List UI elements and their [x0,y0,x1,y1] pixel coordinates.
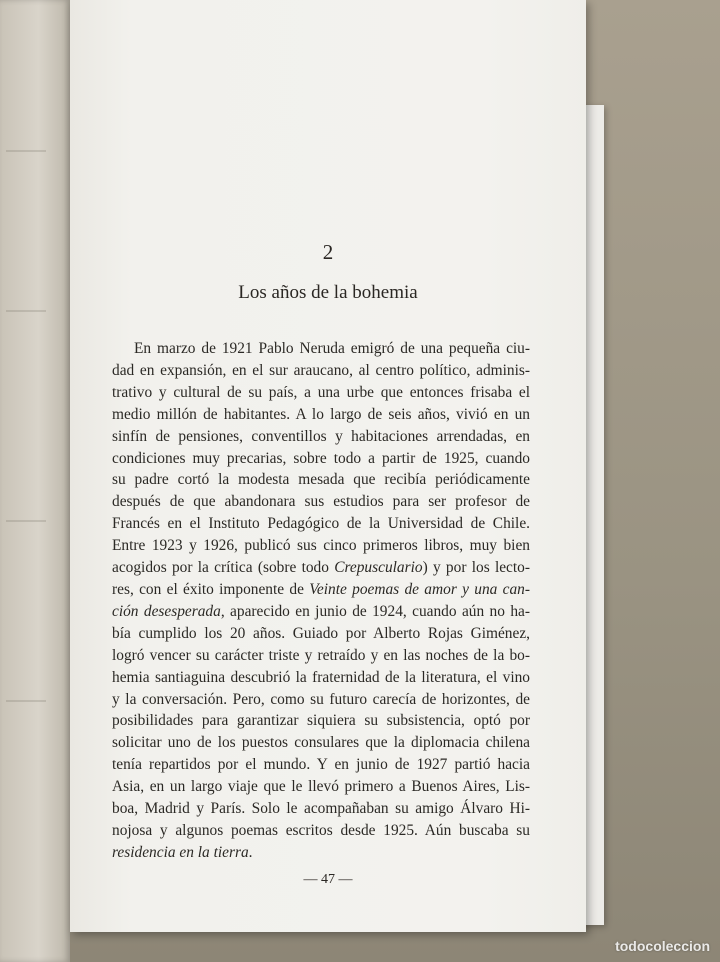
text-run: posibilidades para garantizar siquiera su subsistencia, optó por [112,712,530,730]
text-run: nojosa y algunos poemas escritos desde 1925. Aún buscaba su [112,821,530,839]
text-run: res, con el éxito imponente de [112,580,310,598]
text-line [112,776,530,798]
text-run: ) y por los lecto- [422,559,530,577]
text-line [112,426,530,448]
text-run: medio millón de habitantes. A lo largo de seis años, vivió en un [112,405,530,423]
book-page [70,0,586,932]
text-run: . [248,843,253,861]
text-run: tenía repartidos por el mundo. Y en junio de 1927 partió hacia [112,756,530,774]
text-line [112,535,530,557]
text-line [112,469,530,491]
text-run: acogidos por la crítica (sobre todo [112,559,335,577]
text-run: , aparecido en junio de 1924, cuando aún no ha- [220,602,530,620]
text-run: bía cumplido los 20 años. Guiado por Alberto Rojas Giménez, [112,624,530,642]
facing-page-text-shadow [6,520,46,522]
chapter-paragraph [112,338,530,864]
text-line [112,382,530,404]
watermark-logo: todocoleccion [615,938,710,954]
facing-page [0,0,70,962]
text-line [112,404,530,426]
text-run: condiciones muy precarias, sobre todo a partir de 1925, cuando [112,449,530,467]
text-run: boa, Madrid y París. Solo le acompañaban su amigo Álvaro Hi- [112,800,530,818]
italic-title-text: Veinte poemas de amor y una can- [309,580,530,598]
text-line [112,360,530,382]
text-line [112,579,530,601]
text-line [112,667,530,689]
italic-title-text: ción desesperada [112,602,221,620]
text-run: Entre 1923 y 1926, publicó sus cinco primeros libros, muy bien [112,537,530,555]
chapter-number: 2 [322,240,334,264]
text-line [112,448,530,470]
text-line [112,798,530,820]
text-line [112,732,530,754]
text-line [112,623,530,645]
text-run: En marzo de 1921 Pablo Neruda emigró de una pequeña ciu- [134,340,530,357]
text-run: Asia, en un largo viaje que le llevó primero a Buenos Aires, Lis- [112,778,530,796]
text-line [112,842,530,864]
text-line [112,491,530,513]
text-line [112,754,530,776]
text-run: trativo y cultural de su país, a una urbe que entonces frisaba el [112,383,530,401]
text-line [112,338,530,360]
text-run: sinfín de pensiones, conventillos y habitaciones arrendadas, en [112,427,530,445]
text-line [112,820,530,842]
text-run: solicitar uno de los puestos consulares que la diplomacia chilena [112,734,530,752]
text-run: hemia santiaguina descubrió la fraternidad de la literatura, el vino [112,668,530,686]
text-line [112,513,530,535]
page-number: — 47 — [303,872,353,887]
text-line [112,689,530,711]
text-line [112,710,530,732]
facing-page-text-shadow [6,150,46,152]
italic-title-text: Crepusculario [334,559,423,577]
facing-page-text-shadow [6,700,46,702]
text-run: Francés en el Instituto Pedagógico de la Universidad de Chile. [112,515,530,533]
text-run: logró vencer su carácter triste y retraído y en las noches de la bo- [112,646,530,664]
facing-page-text-shadow [6,310,46,312]
text-run: después de que abandonara sus estudios para ser profesor de [112,493,530,511]
text-line [112,601,530,623]
italic-title-text: residencia en la tierra [112,843,249,861]
text-run: su padre cortó la modesta mesada que recibía periódicamente [112,471,530,489]
text-line [112,557,530,579]
chapter-title: Los años de la bohemia [238,282,418,303]
text-line [112,645,530,667]
text-run: y la conversación. Pero, como su futuro carecía de horizontes, de [112,690,530,708]
text-run: dad en expansión, en el sur araucano, al centro político, adminis- [112,361,530,379]
